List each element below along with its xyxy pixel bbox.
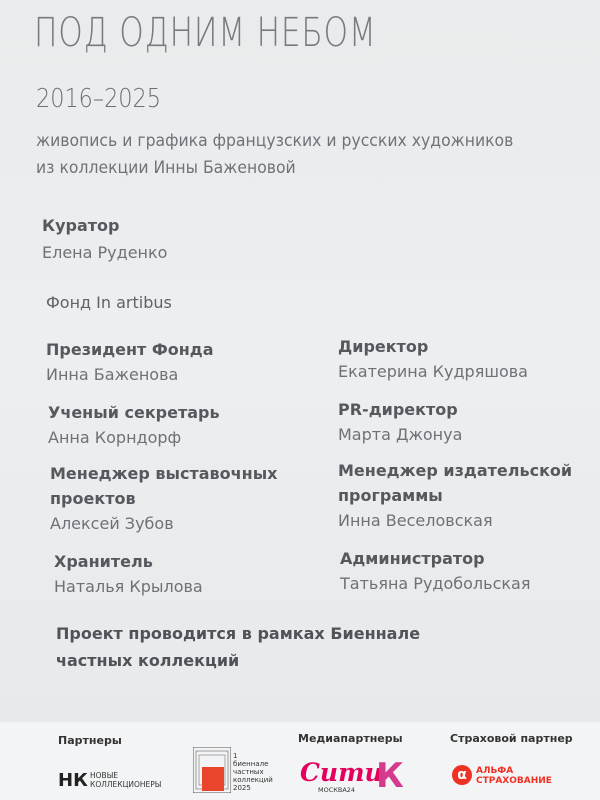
alfa-logo-icon: α (452, 765, 472, 785)
biennale-logo-text (233, 752, 273, 792)
k-media-logo: К (376, 756, 404, 796)
right-credit-3 (338, 458, 572, 534)
exhibition-title: ПОД ОДНИМ НЕБОМ (34, 10, 377, 56)
biennale-line-3: коллекций (233, 776, 273, 784)
credit-role: Администратор (340, 549, 485, 568)
credit-name: Екатерина Кудряшова (338, 362, 528, 381)
biennale-number: 1 (233, 752, 238, 760)
credit-role: Хранитель (54, 552, 153, 571)
right-credit-4 (340, 546, 530, 597)
biennale-line-1: биеннале (233, 760, 269, 768)
alfa-line-1: АЛЬФА (476, 766, 514, 776)
partners-label: Партнеры (58, 734, 122, 747)
credit-role-cont: проектов (50, 489, 136, 508)
credit-name: Наталья Крылова (54, 577, 203, 596)
nk-text-line-2: КОЛЛЕКЦИОНЕРЫ (90, 780, 162, 789)
biennale-logo-icon (193, 747, 231, 793)
credit-role: Ученый секретарь (48, 403, 220, 422)
credit-role: Менеджер издательской (338, 461, 573, 480)
left-credit-4 (54, 549, 203, 600)
media-partners-label: Медиапартнеры (298, 732, 403, 745)
credit-name: Алексей Зубов (50, 514, 174, 533)
insurance-partner-label: Страховой партнер (450, 732, 573, 745)
left-credit-3 (50, 461, 278, 537)
credit-name: Анна Корндорф (48, 428, 182, 447)
credit-name: Инна Веселовская (338, 511, 493, 530)
credit-name: Татьяна Рудобольская (340, 574, 531, 593)
exhibition-years: 2016–2025 (36, 84, 161, 114)
left-credits-column (46, 337, 214, 388)
moskva24-text: МОСКВА24 (318, 786, 356, 794)
credit-name: Марта Джонуа (338, 425, 463, 444)
project-note-line-2: частных коллекций (56, 651, 240, 670)
subtitle-line-1: живопись и графика французских и русских художников (36, 131, 514, 151)
biennale-year: 2025 (233, 784, 251, 792)
project-note (56, 620, 420, 674)
right-credit-1 (338, 334, 528, 385)
credit-role: Президент Фонда (46, 340, 214, 359)
alfa-strakhovanie-text (476, 766, 552, 786)
credit-role: PR-директор (338, 400, 458, 419)
credit-role: Менеджер выставочных (50, 464, 278, 483)
novye-kollektsionery-text (90, 771, 161, 789)
credit-role: Директор (338, 337, 429, 356)
nk-text-line-1: НОВЫЕ (90, 771, 119, 780)
fund-label: Фонд In artibus (46, 293, 172, 312)
credit-role-cont: программы (338, 486, 443, 505)
curator-name: Елена Руденко (42, 243, 168, 262)
biennale-line-2: частных (233, 768, 264, 776)
siti-logo: Сити (300, 758, 383, 787)
novye-kollektsionery-logo: НК (58, 770, 88, 791)
right-credit-2 (338, 397, 462, 448)
curator-label: Куратор (42, 216, 120, 235)
project-note-line-1: Проект проводится в рамках Биеннале (56, 624, 421, 643)
credit-name: Инна Баженова (46, 365, 179, 384)
left-credit-2 (48, 400, 220, 451)
exhibition-subtitle (36, 128, 551, 182)
subtitle-line-2: из коллекции Инны Баженовой (36, 158, 296, 178)
alfa-line-2: СТРАХОВАНИЕ (476, 776, 552, 786)
